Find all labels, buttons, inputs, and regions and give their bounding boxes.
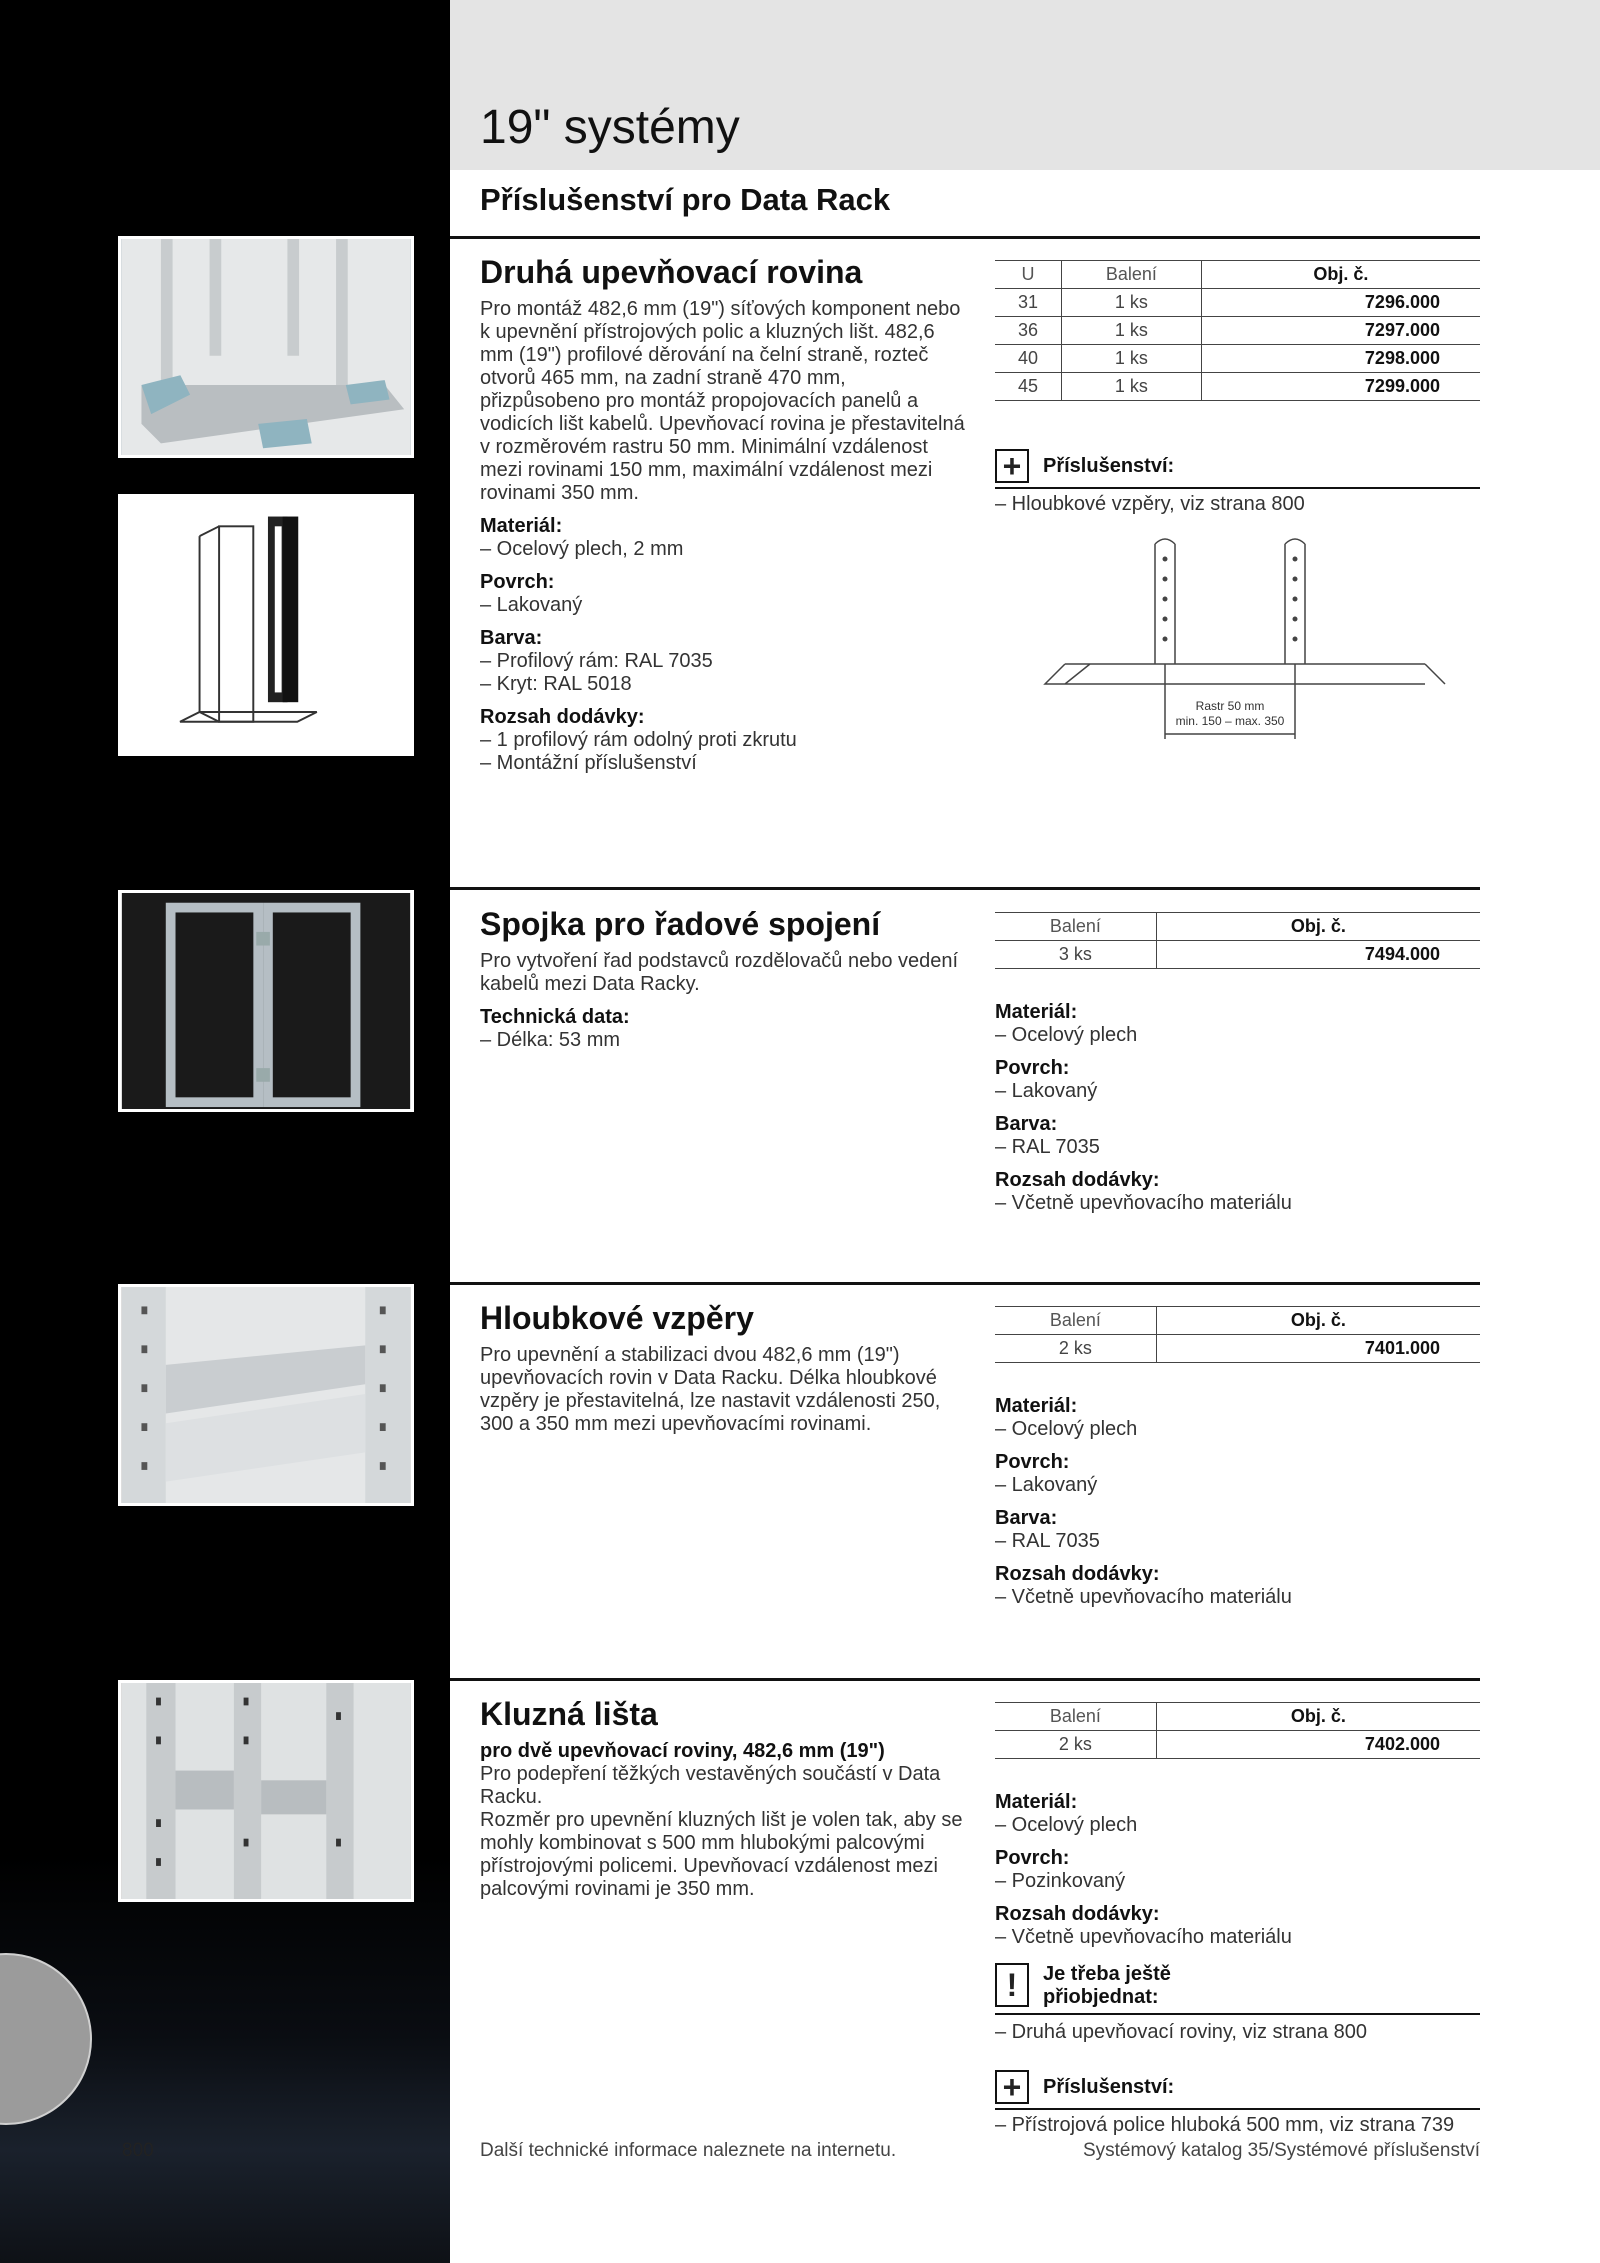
accessories-label: Příslušenství: — [1043, 455, 1175, 477]
cell-pack: 1 ks — [1061, 289, 1201, 317]
order-table — [995, 1306, 1480, 1363]
color-label: Barva: — [995, 1113, 1058, 1135]
accessories-heading — [995, 449, 1480, 489]
table-row — [995, 1335, 1480, 1363]
scope-label: Rozsah dodávky: — [995, 1563, 1160, 1585]
col-header-pack: Balení — [995, 913, 1156, 941]
section-description: Pro vytvoření řad podstavců rozdělovačů nebo vedení kabelů mezi Data Racky. — [480, 950, 959, 995]
product-photo-slide-rail — [118, 1680, 414, 1902]
cell-pack: 2 ks — [995, 1731, 1156, 1759]
product-photo-rack-frame — [118, 236, 414, 458]
col-header-pack: Balení — [995, 1307, 1156, 1335]
order-also-item: – Druhá upevňovací roviny, viz strana 800 — [995, 2021, 1368, 2043]
section-description: Pro montáž 482,6 mm (19") síťových komponent nebo k upevnění přístrojových polic a kluzných lišt. 482,6 mm (19") profilové děrování na čelní straně, rozteč otvorů 465 mm, na zadní straně 470 mm, přizpůsobeno pro montáž propojovacích panelů a vodicích lišt kabelů. Upevňovací rovina je přestavitelná v rozměrovém rastru 50 mm. Minimální vzdálenost mezi rovinami 150 mm, maximální vzdálenost mezi rovinami 350 mm. — [480, 298, 965, 504]
product-photo-depth-struts — [118, 1284, 414, 1506]
surface-value: – Lakovaný — [480, 594, 583, 616]
tech-data-value: – Délka: 53 mm — [480, 1029, 621, 1051]
table-row — [995, 1731, 1480, 1759]
section-description: Rozměr pro upevnění kluzných lišt je volen tak, aby se mohly kombinovat s 500 mm hlubokými palcovými přístrojovými policemi. Upevňovací vzdálenost mezi palcovými rovinami je 350 mm. — [480, 1809, 963, 1900]
cell-order-no: 7296.000 — [1201, 289, 1480, 317]
section-subtitle: pro dvě upevňovací roviny, 482,6 mm (19") — [480, 1740, 885, 1762]
color-value: – RAL 7035 — [995, 1530, 1100, 1552]
section-slide-rail — [480, 1696, 970, 1901]
material-value: – Ocelový plech, 2 mm — [480, 538, 684, 560]
col-header-order-no: Obj. č. — [1201, 261, 1480, 289]
page-title: 19" systémy — [480, 101, 740, 154]
surface-value: – Lakovaný — [995, 1474, 1098, 1496]
accessories-item: – Přístrojová police hluboká 500 mm, viz strana 739 — [995, 2114, 1455, 2136]
diagram-label: Rastr 50 mm — [1195, 699, 1265, 713]
page-number: 800 — [122, 2140, 154, 2161]
section-title: Kluzná lišta — [480, 1696, 658, 1732]
surface-value: – Lakovaný — [995, 1080, 1098, 1102]
cell-u: 45 — [995, 373, 1061, 401]
col-header-pack: Balení — [1061, 261, 1201, 289]
surface-label: Povrch: — [995, 1451, 1070, 1473]
col-header-order-no: Obj. č. — [1156, 1703, 1480, 1731]
section-divider — [450, 236, 1480, 239]
surface-label: Povrch: — [995, 1057, 1070, 1079]
section-depth-struts — [480, 1300, 970, 1436]
cell-order-no: 7494.000 — [1156, 941, 1480, 969]
col-header-order-no: Obj. č. — [1156, 913, 1480, 941]
section-divider — [450, 887, 1480, 890]
color-value: – Profilový rám: RAL 7035 — [480, 650, 713, 672]
order-column-4 — [995, 1702, 1480, 2137]
cell-pack: 1 ks — [1061, 345, 1201, 373]
cell-pack: 2 ks — [995, 1335, 1156, 1363]
order-table — [995, 912, 1480, 969]
col-header-pack: Balení — [995, 1703, 1156, 1731]
material-value: – Ocelový plech — [995, 1024, 1138, 1046]
page-subtitle: Příslušenství pro Data Rack — [480, 182, 891, 217]
order-column-2 — [995, 912, 1480, 1215]
table-row — [995, 289, 1480, 317]
cell-order-no: 7401.000 — [1156, 1335, 1480, 1363]
table-row — [995, 373, 1480, 401]
scope-value: – Včetně upevňovacího materiálu — [995, 1586, 1292, 1608]
section-second-plane — [480, 254, 970, 775]
footer-note: Další technické informace naleznete na internetu. — [480, 2140, 897, 2161]
section-divider — [450, 1282, 1480, 1285]
grid-diagram — [995, 534, 1480, 764]
section-description: Pro podepření těžkých vestavěných součástí v Data Racku. — [480, 1763, 941, 1808]
product-photo-baying-bracket — [118, 890, 414, 1112]
section-description: Pro upevnění a stabilizaci dvou 482,6 mm (19") upevňovacích rovin v Data Racku. Délka hloubkové vzpěry je přestavitelná, lze nastavit vzdálenosti 250, 300 a 350 mm mezi upevňovacími rovinami. — [480, 1344, 941, 1435]
surface-label: Povrch: — [480, 571, 555, 593]
cell-order-no: 7297.000 — [1201, 317, 1480, 345]
cell-pack: 1 ks — [1061, 373, 1201, 401]
order-also-label-line: Je třeba ještě — [1043, 1963, 1171, 1985]
color-label: Barva: — [995, 1507, 1058, 1529]
order-table — [995, 1702, 1480, 1759]
scope-label: Rozsah dodávky: — [480, 706, 645, 728]
section-title: Spojka pro řadové spojení — [480, 906, 881, 942]
section-baying-bracket — [480, 906, 970, 1052]
color-value: – Kryt: RAL 5018 — [480, 673, 632, 695]
cell-pack: 3 ks — [995, 941, 1156, 969]
scope-value: – Montážní příslušenství — [480, 752, 697, 774]
col-header-u: U — [995, 261, 1061, 289]
product-drawing-second-plane — [118, 494, 414, 756]
cell-order-no: 7402.000 — [1156, 1731, 1480, 1759]
footer-catalog: Systémový katalog 35/Systémové příslušenství — [1082, 2140, 1480, 2161]
color-value: – RAL 7035 — [995, 1136, 1100, 1158]
cell-u: 36 — [995, 317, 1061, 345]
exclamation-icon: ! — [995, 1963, 1029, 2007]
table-row — [995, 345, 1480, 373]
order-column-3 — [995, 1306, 1480, 1609]
material-value: – Ocelový plech — [995, 1814, 1138, 1836]
section-title: Hloubkové vzpěry — [480, 1300, 754, 1336]
material-label: Materiál: — [480, 515, 563, 537]
diagram-label: min. 150 – max. 350 — [1175, 714, 1285, 728]
accessories-heading — [995, 2070, 1480, 2110]
cell-u: 40 — [995, 345, 1061, 373]
plus-icon: + — [995, 449, 1029, 483]
scope-value: – Včetně upevňovacího materiálu — [995, 1192, 1292, 1214]
surface-value: – Pozinkovaný — [995, 1870, 1126, 1892]
accessories-label: Příslušenství: — [1043, 2076, 1175, 2098]
material-label: Materiál: — [995, 1395, 1078, 1417]
surface-label: Povrch: — [995, 1847, 1070, 1869]
scope-label: Rozsah dodávky: — [995, 1903, 1160, 1925]
material-label: Materiál: — [995, 1001, 1078, 1023]
cell-u: 31 — [995, 289, 1061, 317]
order-also-label-line: přiobjednat: — [1043, 1986, 1159, 2008]
table-row — [995, 317, 1480, 345]
material-label: Materiál: — [995, 1791, 1078, 1813]
order-table — [995, 260, 1480, 401]
scope-label: Rozsah dodávky: — [995, 1169, 1160, 1191]
col-header-order-no: Obj. č. — [1156, 1307, 1480, 1335]
accessories-item: – Hloubkové vzpěry, viz strana 800 — [995, 493, 1305, 515]
material-value: – Ocelový plech — [995, 1418, 1138, 1440]
order-also-heading — [995, 1963, 1480, 2015]
table-row — [995, 941, 1480, 969]
order-also-label — [1043, 1963, 1171, 2009]
cell-order-no: 7298.000 — [1201, 345, 1480, 373]
tech-data-label: Technická data: — [480, 1006, 630, 1028]
scope-value: – 1 profilový rám odolný proti zkrutu — [480, 729, 797, 751]
scope-value: – Včetně upevňovacího materiálu — [995, 1926, 1292, 1948]
color-label: Barva: — [480, 627, 543, 649]
plus-icon: + — [995, 2070, 1029, 2104]
section-divider — [450, 1678, 1480, 1681]
order-column-1 — [995, 260, 1480, 764]
section-title: Druhá upevňovací rovina — [480, 254, 863, 290]
cell-order-no: 7299.000 — [1201, 373, 1480, 401]
cell-pack: 1 ks — [1061, 317, 1201, 345]
